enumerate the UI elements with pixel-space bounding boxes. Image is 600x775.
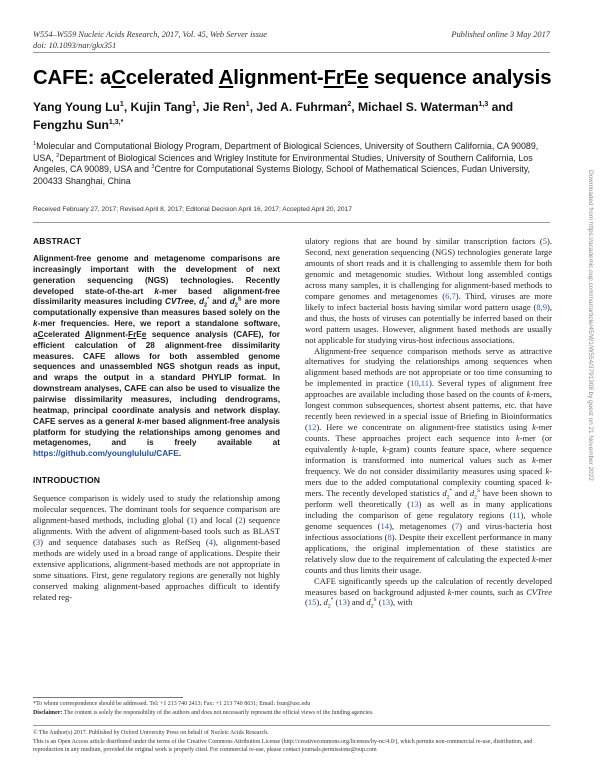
introduction-heading: INTRODUCTION [33, 475, 101, 486]
received-dates: Received February 27, 2017; Revised April 8, 2017; Editorial Decision April 16, 2017; Accepted April 20, 2017 [33, 206, 352, 213]
running-head [33, 29, 550, 51]
citation-link[interactable]: 5 [542, 236, 548, 246]
citation-link[interactable]: 15 [307, 597, 317, 608]
citation-link[interactable]: 14 [380, 520, 390, 531]
copyright-block [33, 729, 550, 755]
author-list: Yang Young Lu$^1$, Kujin Tang$^1$, Jie Ren$^1$, Jed A. Fuhrman$^2$, Michael S. Waterman$^{1,3}$ and Fengzhu Sun$^{1,3,*}$ [33, 100, 514, 132]
citation-link[interactable]: 6,7 [445, 290, 456, 301]
introduction-paragraph-1-cont: ulatory regions that are bound by similar transcription factors (5). Second, next generation sequencing (NGS) technologies generate large amounts of short reads and it is challenging to assemble them for both genomic and metagenomic studies. Without long assembled contigs across many samples, it is challenging for alignment-based methods to compare genomes and metagenomes (6,7). Third, viruses are more likely to infect bacterial hosts having similar word pattern usage (8,9), and thus, the hosts of viruses can potentially be inferred based on their word pattern usages. However, alignment based methods are usually not applicable for studying virus-host infectious associations. [305, 236, 552, 345]
correspondence-text: To whom correspondence should be addressed. Tel: +1 213 740 2413; Fax: +1 213 740 8631; Email: fsun@usc.edu [35, 701, 311, 707]
introduction-paragraph-2: Alignment-free sequence comparison methods serve as attractive alternatives for studying the relationships among sequences when alignment based methods are not appropriate or too time consuming to be implemented in practice (10,11). Several types of alignment free approaches are available including those based on the counts of k-mers, longest common subsequences, shortest absent patterns, etc. that have recently been reviewed in a special issue of Briefing in Bioinformatics (12). Here we concentrate on alignment-free statistics using k-mer counts. These approaches project each sequence into k-mer (or equivalently k-tuple, k-gram) counts feature space, where sequence information is transformed into numerical values such as k-mer frequency. We do not consider dissimilarity measures using spaced k-mers due to the added computational complexity counting spaced k-mers. The recently developed statistics $d_2^*$ and $d_2^S$ have been shown to perform well theoretically (13) as well as in many applications including the comparison of gene regulatory regions (11), whole genome sequences (14), metagenomes (7) and virus-bacteria host infectious associations (8). Despite their excellent performance in many applications, the original implementation of these statistics are relatively slow due to the requirement of calculating the expected k-mer counts and thus limits their usage. [305, 345, 553, 575]
left-column [33, 236, 280, 603]
citation-link[interactable]: 13 [410, 498, 419, 509]
citation-link[interactable]: 2 [238, 514, 243, 525]
citation-link[interactable]: 13 [338, 597, 347, 608]
citation-link[interactable]: 1 [189, 514, 195, 525]
doi[interactable]: doi: 10.1093/nar/gkx351 [33, 41, 117, 50]
footnote-rule [33, 697, 183, 698]
citation-link[interactable]: 7 [454, 520, 460, 531]
abstract-text: Alignment-free genome and metagenome comparisons are increasingly important with the development of next generation sequencing (NGS) technologies. Recently developed state-of-the-art k-mer based alignment-free dissimilarity measures including CVTree, $d_2^*$ and $d_2^S$ are more computationally expensive than measures based solely on the k-mer frequencies. Here, we report a standalone software, aCcelerated Alignment-FrEe sequence analysis (CAFE), for efficient calculation of 28 alignment-free dissimilarity measures. CAFE allows for both assembled genome sequences and unassembled NGS shotgun reads as input, and wraps the output in a standard PHYLIP format. In downstream analyses, CAFE can also be used to visualize the pairwise dissimilarity measures, including dendrograms, heatmap, principal coordinate analysis and network display. CAFE serves as a general k-mer based alignment-free analysis platform for studying the relationships among genomes and metagenomes, and is freely available at https://github.com/younglululu/CAFE. [33, 254, 281, 459]
citation-link[interactable]: 8 [387, 531, 392, 542]
copyright-line: © The Author(s) 2017. Published by Oxford University Press on behalf of Nucleic Acids Research. [33, 730, 269, 736]
published-date: Published online 3 May 2017 [451, 30, 550, 39]
citation-link[interactable]: 12 [307, 422, 317, 433]
affiliations: $^1$Molecular and Computational Biology Program, Department of Biological Sciences, University of Southern California, CA 90089, USA, $^2$Department of Biological Sciences and Wrigley Institute for Environmental Studies, University of Southern California, Los Angeles, CA 90089, USA and $^3$Centre for Computational Systems Biology, School of Mathematical Sciences, Fudan University, 200433 Shanghai, China [33, 141, 539, 186]
disclaimer-label: Disclaimer: [33, 709, 63, 716]
citation-link[interactable]: https://github.com/younglululu/CAFE [33, 449, 179, 459]
correspondence-footnote: *To whom correspondence should be addressed. Tel: +1 213 740 2413; Fax: +1 213 740 8631; Email: fsun@usc.edu Disclaimer: The content is solely the responsibility of the authors and does not necessarily represent the official views of the funding agencies. [33, 701, 374, 716]
citation-link[interactable]: 3 [35, 536, 41, 547]
copyright-rule [33, 725, 550, 726]
article-title: CAFE: aCcelerated Alignment-FrEe sequence analysis [33, 67, 552, 89]
citation-link[interactable]: 4 [208, 536, 214, 547]
right-column [305, 236, 553, 611]
download-note-text: Downloaded from https://academic.oup.com/nar/article/45/W1/W554/3791308 by guest on 21 November 2022 [587, 170, 594, 481]
disclaimer-text: The content is solely the responsibility of the authors and does not necessarily represent the official views of the funding agencies. [63, 709, 374, 716]
introduction-paragraph-3: CAFE significantly speeds up the calculation of recently developed measures based on background adjusted k-mer counts, such as CVTree (15), $d_2^*$ (13) and $d_2^S$ (13), with [305, 575, 552, 611]
citation-link[interactable]: 11 [512, 509, 521, 520]
license-text: This is an Open Access article distributed under the terms of the Creative Commons Attribution License (http://creativecommons.org/licenses/by-nc/4.0/), which permits non-commercial re-use, distribution, and reproduction in any medium, provided the original work is properly cited. For commercial re-use, please contact journals.permissions@oup.com [33, 738, 533, 754]
citation-link[interactable]: 10,11 [410, 378, 429, 389]
introduction-paragraph-1: Sequence comparison is widely used to study the relationship among molecular sequences. The dominant tools for sequence comparison are alignment-based methods, including global (1) and local (2) sequence alignments. With the advent of alignment-based tools such as BLAST (3) and sequence databases such as RefSeq (4), alignment-based methods are widely used in a broad range of applications. Despite their extensive applications, alignment-based methods are not appropriate in some situations. First, gene regulatory regions are generally not highly conserved making alignment-based approaches difficult to identify related reg- [33, 493, 280, 602]
abstract-heading: ABSTRACT [33, 236, 82, 246]
journal-citation: W554–W559 Nucleic Acids Research, 2017, Vol. 45, Web Server issue [33, 30, 267, 39]
download-side-note [582, 170, 596, 610]
received-rule [33, 222, 550, 223]
header-rule [33, 52, 550, 53]
citation-link[interactable]: 13 [381, 597, 391, 608]
citation-link[interactable]: 8,9 [536, 301, 548, 312]
